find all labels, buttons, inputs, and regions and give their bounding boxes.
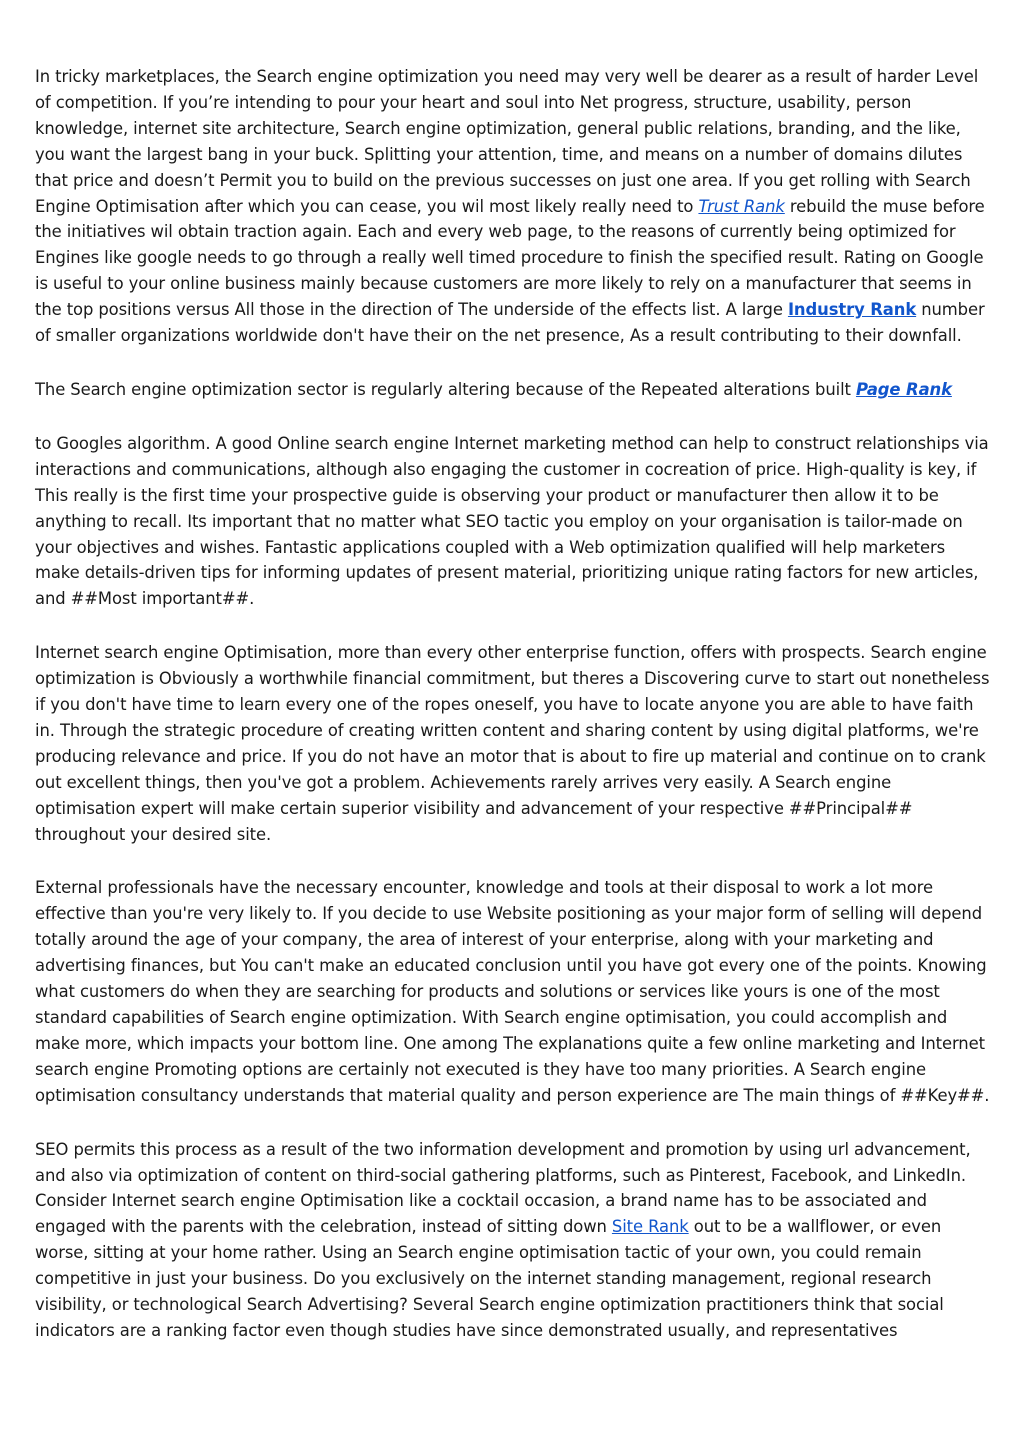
paragraph-4: Internet search engine Optimisation, more than every other enterprise function, offers with prospects. Search engine optimization is Obviously a worthwhile financial commitment, but theres a Discovering curve to start out nonetheless if you don't have time to learn every one of the ropes oneself, you have to locate anyone you are able to have faith in. Through the strategic procedure of creating written content and sharing content by using digital platforms, we're producing relevance and price. If you do not have an motor that is about to fire up material and continue on to crank out excellent things, then you've got a problem. Achievements rarely arrives very easily. A Search engine optimisation expert will make certain superior visibility and advancement of your respective ##Principal## throughout your desired site. <box>35 643 990 844</box>
trust-rank-link[interactable]: Trust Rank <box>698 196 785 216</box>
paragraph-2 <box>35 377 993 403</box>
paragraph-1-text-c: number of smaller organizations worldwide don't have their on the net presence, As a result contributing to their downfall. <box>35 300 985 346</box>
paragraph-1-text-b: rebuild the muse before the initiatives wil obtain traction again. Each and every web page, to the reasons of currently being optimized for Engines like google needs to go through a really well timed procedure to finish the specified result. Rating on Google is useful to your online business mainly because customers are more likely to rely on a manufacturer that seems in the top positions versus All those in the direction of The underside of the effects list. A large <box>35 196 985 320</box>
site-rank-link[interactable]: Site Rank <box>611 1217 689 1237</box>
paragraph-5: External professionals have the necessary encounter, knowledge and tools at their disposal to work a lot more effective than you're very likely to. If you decide to use Website positioning as your major form of selling will depend totally around the age of your company, the area of interest of your enterprise, along with your marketing and advertising finances, but You can't make an educated conclusion until you have got every one of the points. Knowing what customers do when they are searching for products and solutions or services like yours is one of the most standard capabilities of Search engine optimization. With Search engine optimisation, you could accomplish and make more, which impacts your bottom line. One among The explanations quite a few online marketing and Internet search engine Promoting options are certainly not executed is they have too many priorities. A Search engine optimisation consultancy understands that material quality and person experience are The main things of ##Key##. <box>35 878 990 1105</box>
paragraph-6-text-a: SEO permits this process as a result of the two information development and promotion by using url advancement, and also via optimization of content on third-social gathering platforms, such as Pinterest, Facebook, and LinkedIn. Consider Internet search engine Optimisation like a cocktail occasion, a brand name has to be associated and engaged with the parents with the celebration, instead of sitting down <box>35 1139 971 1237</box>
page-rank-link[interactable]: Page Rank <box>855 379 952 399</box>
paragraph-3: to Googles algorithm. A good Online search engine Internet marketing method can help to construct relationships via interactions and communications, although also engaging the customer in cocreation of price. High-quality is key, if This really is the first time your prospective guide is observing your product or manufacturer then allow it to be anything to recall. Its important that no matter what SEO tactic you employ on your organisation is tailor-made on your objectives and wishes. Fantastic applications coupled with a Web optimization qualified will help marketers make details-driven tips for informing updates of present material, prioritizing unique rating factors for new articles, and ##Most important##. <box>35 433 989 609</box>
paragraph-2-text: The Search engine optimization sector is regularly altering because of the Repeated alterations built <box>35 379 856 399</box>
paragraph-1-text-a: In tricky marketplaces, the Search engine optimization you need may very well be dearer as a result of harder Level of competition. If you’re intending to pour your heart and soul into Net progress, structure, usability, person knowledge, internet site architecture, Search engine optimization, general public relations, branding, and the like, you want the largest bang in your buck. Splitting your attention, time, and means on a number of domains dilutes that price and doesn’t Permit you to build on the previous successes on just one area. If you get rolling with Search Engine Optimisation after which you can cease, you wil most likely really need to <box>35 67 979 216</box>
industry-rank-link[interactable]: Industry Rank <box>787 300 917 320</box>
paragraph-6-text-b: out to be a wallflower, or even worse, sitting at your home rather. Using an Search engine optimisation tactic of your own, you could remain competitive in just your business. Do you exclusively on the internet standing management, regional research visibility, or technological Search Advertising? Several Search engine optimization practitioners think that social indicators are a ranking factor even though studies have since demonstrated usually, and representatives <box>35 1217 944 1340</box>
document-body <box>35 64 993 1372</box>
paragraph-6 <box>35 1137 993 1344</box>
paragraph-1 <box>35 64 993 349</box>
